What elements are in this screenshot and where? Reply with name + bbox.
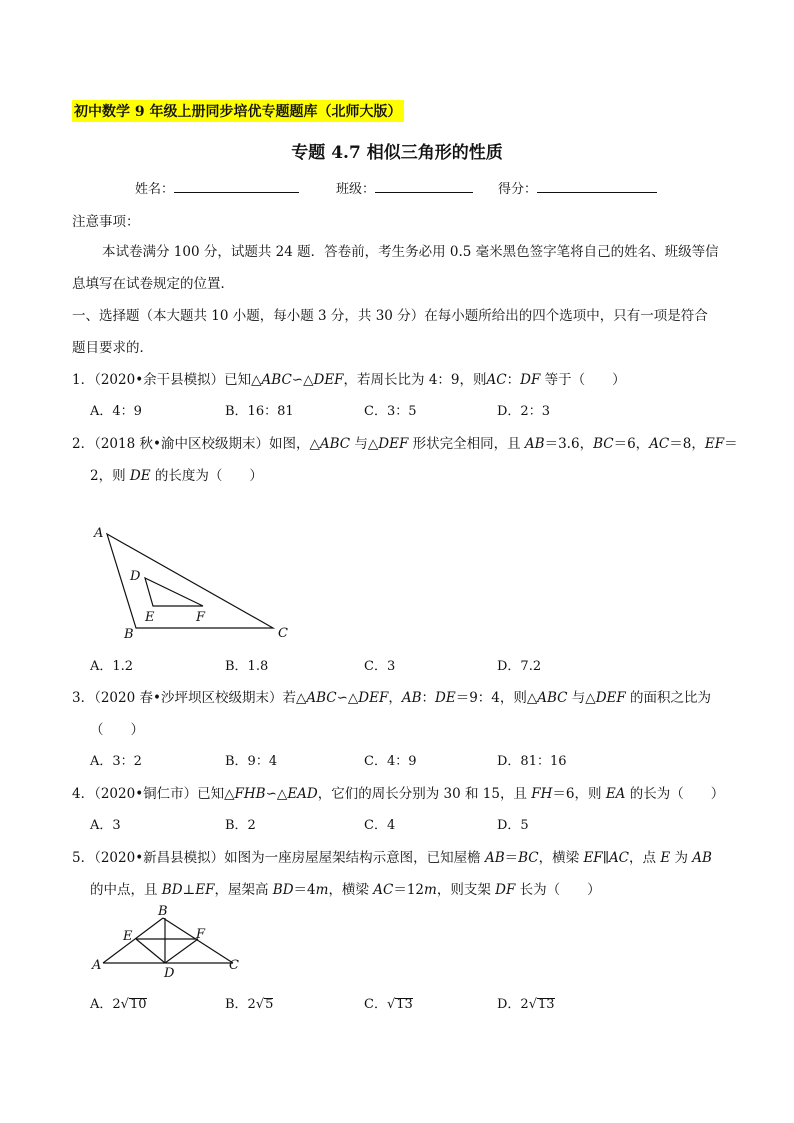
q5-text: ＝12 bbox=[393, 882, 425, 898]
q5-text: ，屋架高 bbox=[214, 882, 273, 898]
question-4 bbox=[72, 782, 724, 802]
q4-option-a[interactable]: A．3 bbox=[90, 818, 121, 833]
question-1 bbox=[72, 368, 626, 388]
q5-option-c-prefix: C． bbox=[364, 997, 387, 1012]
q3-text: ： bbox=[421, 690, 436, 706]
question-3-cont: （ ） bbox=[90, 722, 144, 738]
label-e: E bbox=[123, 929, 133, 944]
q4-text: ∽△ bbox=[265, 786, 288, 802]
page-title: 专题 4.7 相似三角形的性质 bbox=[291, 143, 503, 163]
q5-option-a-prefix: A．2 bbox=[90, 997, 121, 1012]
q2-bc: BC bbox=[593, 436, 614, 452]
q5-option-d[interactable] bbox=[497, 993, 555, 1012]
label-b: B bbox=[124, 627, 134, 642]
q1-text: （2020•余干县模拟）已知△ bbox=[94, 372, 262, 388]
q5-option-a[interactable] bbox=[90, 993, 147, 1012]
q1-option-b[interactable]: B．16：81 bbox=[225, 404, 294, 419]
q5-e: E bbox=[660, 850, 671, 866]
sqrt-icon: √ bbox=[120, 997, 129, 1012]
notice-body-line1: 本试卷满分 100 分，试题共 24 题．答卷前，考生务必用 0.5 毫米黑色签字笔将自己的姓名、班级等信 bbox=[102, 244, 719, 260]
q3-abc: ABC bbox=[306, 690, 337, 706]
q5-ac: AC bbox=[608, 850, 630, 866]
section-heading: 一、选择题（本大题共 10 小题，每小题 3 分，共 30 分）在每小题所给出的四个选项中，只有一项是符合 bbox=[72, 308, 708, 324]
label-d: D bbox=[164, 966, 175, 981]
q1-df: DF bbox=[520, 372, 541, 388]
q5-ab: AB bbox=[484, 850, 505, 866]
q2-def: DEF bbox=[378, 436, 409, 452]
q4-fhb: FHB bbox=[234, 786, 266, 802]
q5-option-b-radicand: 5 bbox=[265, 997, 274, 1012]
q3-def: DEF bbox=[358, 690, 389, 706]
q2-triangle-figure bbox=[88, 520, 298, 645]
q2-text: ＝ bbox=[724, 436, 738, 452]
brace-ed bbox=[136, 939, 165, 963]
q2-ef: EF bbox=[704, 436, 725, 452]
name-field[interactable] bbox=[135, 178, 299, 197]
series-tag: 初中数学 9 年级上册同步培优专题题库（北师大版） bbox=[72, 100, 404, 122]
q2-text: ＝8， bbox=[669, 436, 705, 452]
question-2-cont bbox=[90, 464, 263, 484]
q5-text: ，横梁 bbox=[538, 850, 584, 866]
q4-text: ，它们的周长分别为 30 和 15，且 bbox=[317, 786, 532, 802]
score-blank[interactable] bbox=[537, 180, 657, 193]
q5-unit: m bbox=[315, 882, 329, 898]
q2-text: （2018 秋•渝中区校级期末）如图，△ bbox=[94, 436, 320, 452]
q3-de: DE bbox=[435, 690, 456, 706]
q5-text: ∥ bbox=[602, 850, 609, 866]
brace-df bbox=[165, 939, 198, 963]
q3-option-c[interactable]: C．4：9 bbox=[364, 754, 417, 769]
q5-text: ，横梁 bbox=[328, 882, 374, 898]
q5-text: 为 bbox=[670, 850, 693, 866]
q5-ab: AB bbox=[692, 850, 712, 866]
q2-number: 2． bbox=[72, 436, 95, 452]
q3-text: ∽△ bbox=[336, 690, 359, 706]
q3-text: ， bbox=[388, 690, 402, 706]
q2-option-b[interactable]: B．1.8 bbox=[225, 659, 269, 674]
label-a: A bbox=[92, 958, 102, 973]
q5-option-d-radicand: 13 bbox=[538, 997, 555, 1012]
q3-text: 与△ bbox=[567, 690, 596, 706]
score-label: 得分： bbox=[498, 182, 538, 197]
class-blank[interactable] bbox=[375, 180, 473, 193]
q5-option-b-prefix: B．2 bbox=[225, 997, 256, 1012]
q5-option-d-prefix: D．2 bbox=[497, 997, 529, 1012]
q4-text: 的长为（ ） bbox=[625, 786, 725, 802]
q5-bc: BC bbox=[518, 850, 539, 866]
q1-def: DEF bbox=[313, 372, 344, 388]
q5-text: 长为（ ） bbox=[515, 882, 601, 898]
class-field[interactable] bbox=[336, 178, 473, 197]
notice-title: 注意事项： bbox=[72, 214, 140, 230]
q5-option-c-radicand: 13 bbox=[396, 997, 413, 1012]
q3-ab: AB bbox=[401, 690, 422, 706]
q1-text: ，若周长比为 4：9，则 bbox=[343, 372, 487, 388]
label-b: B bbox=[158, 904, 168, 919]
q5-df: DF bbox=[495, 882, 516, 898]
label-d: D bbox=[130, 569, 141, 584]
section-heading-cont: 题目要求的． bbox=[72, 340, 153, 356]
q2-text: 形状完全相同，且 bbox=[408, 436, 525, 452]
q3-option-b[interactable]: B．9：4 bbox=[225, 754, 278, 769]
q1-option-d[interactable]: D．2：3 bbox=[497, 404, 550, 419]
q3-option-a[interactable]: A．3：2 bbox=[90, 754, 142, 769]
q5-ef: EF bbox=[583, 850, 603, 866]
question-5-cont bbox=[90, 878, 601, 898]
q5-text: （2020•新昌县模拟）如图为一座房屋屋架结构示意图，已知屋檐 bbox=[94, 850, 485, 866]
name-blank[interactable] bbox=[174, 180, 299, 193]
q3-text: ＝9：4，则△ bbox=[455, 690, 538, 706]
q2-text: 与△ bbox=[350, 436, 379, 452]
q5-text: ，则支架 bbox=[436, 882, 496, 898]
rafter-ab bbox=[103, 918, 163, 963]
q5-bd: BD bbox=[272, 882, 294, 898]
q4-ead: EAD bbox=[287, 786, 318, 802]
notice-body-line2: 息填写在试卷规定的位置． bbox=[72, 276, 234, 292]
sqrt-icon: √ bbox=[386, 997, 396, 1012]
q5-option-c[interactable] bbox=[364, 993, 413, 1012]
q2-option-d[interactable]: D．7.2 bbox=[497, 659, 542, 674]
q1-number: 1． bbox=[72, 372, 95, 388]
q5-option-b[interactable] bbox=[225, 993, 273, 1012]
q5-text: ⊥ bbox=[182, 882, 196, 898]
q4-text: （2020•铜仁市）已知△ bbox=[94, 786, 235, 802]
q4-ea: EA bbox=[605, 786, 626, 802]
q4-option-b[interactable]: B．2 bbox=[225, 818, 256, 833]
q1-ac: AC bbox=[486, 372, 507, 388]
q5-number: 5． bbox=[72, 850, 95, 866]
q1-text: 等于（ ） bbox=[540, 372, 626, 388]
label-c: C bbox=[278, 626, 288, 641]
q1-text: ： bbox=[506, 372, 521, 388]
question-5 bbox=[72, 846, 712, 866]
q1-option-c[interactable]: C．3：5 bbox=[364, 404, 417, 419]
q5-option-a-radicand: 10 bbox=[129, 997, 147, 1012]
q2-text: ＝6， bbox=[613, 436, 650, 452]
q2-text: ＝3.6， bbox=[544, 436, 594, 452]
q5-text: ＝4 bbox=[293, 882, 316, 898]
q4-text: ＝6，则 bbox=[552, 786, 606, 802]
q3-number: 3． bbox=[72, 690, 95, 706]
sqrt-icon: √ bbox=[528, 997, 537, 1012]
q2-ab: AB bbox=[524, 436, 545, 452]
q2-de: DE bbox=[129, 468, 151, 484]
label-c: C bbox=[229, 958, 239, 973]
q3-option-d[interactable]: D．81：16 bbox=[497, 754, 567, 769]
q3-text: （2020 春•沙坪坝区校级期末）若△ bbox=[94, 690, 307, 706]
q3-def: DEF bbox=[595, 690, 626, 706]
q4-option-c[interactable]: C．4 bbox=[364, 818, 396, 833]
label-e: E bbox=[145, 610, 155, 625]
name-label: 姓名： bbox=[135, 182, 175, 197]
question-3 bbox=[72, 686, 711, 706]
q1-option-a[interactable]: A．4：9 bbox=[90, 404, 142, 419]
q2-text: 2，则 bbox=[90, 468, 130, 484]
score-field[interactable] bbox=[498, 178, 657, 197]
q3-text: 的面积之比为 bbox=[625, 690, 712, 706]
q5-roof-truss-figure bbox=[88, 903, 258, 983]
q1-text: ∽△ bbox=[291, 372, 314, 388]
q5-ef: EF bbox=[195, 882, 215, 898]
question-2 bbox=[72, 432, 738, 452]
sqrt-icon: √ bbox=[255, 997, 265, 1012]
class-label: 班级： bbox=[336, 182, 376, 197]
label-f: F bbox=[196, 610, 206, 625]
q3-abc: ABC bbox=[537, 690, 568, 706]
q4-option-d[interactable]: D．5 bbox=[497, 818, 529, 833]
q1-abc: ABC bbox=[261, 372, 292, 388]
q5-text: 的中点，且 bbox=[90, 882, 162, 898]
q5-text: ，点 bbox=[629, 850, 661, 866]
triangle-def bbox=[145, 578, 203, 606]
q2-option-c[interactable]: C．3 bbox=[364, 659, 396, 674]
label-a: A bbox=[94, 526, 104, 541]
q4-fh: FH bbox=[531, 786, 553, 802]
q5-bd: BD bbox=[161, 882, 183, 898]
q4-number: 4． bbox=[72, 786, 95, 802]
q2-text: 的长度为（ ） bbox=[150, 468, 263, 484]
q5-ac: AC bbox=[373, 882, 394, 898]
label-f: F bbox=[196, 927, 206, 942]
q2-abc: ABC bbox=[319, 436, 351, 452]
q2-option-a[interactable]: A．1.2 bbox=[90, 659, 134, 674]
q5-unit: m bbox=[424, 882, 437, 898]
q2-ac: AC bbox=[649, 436, 670, 452]
q5-text: ＝ bbox=[504, 850, 519, 866]
